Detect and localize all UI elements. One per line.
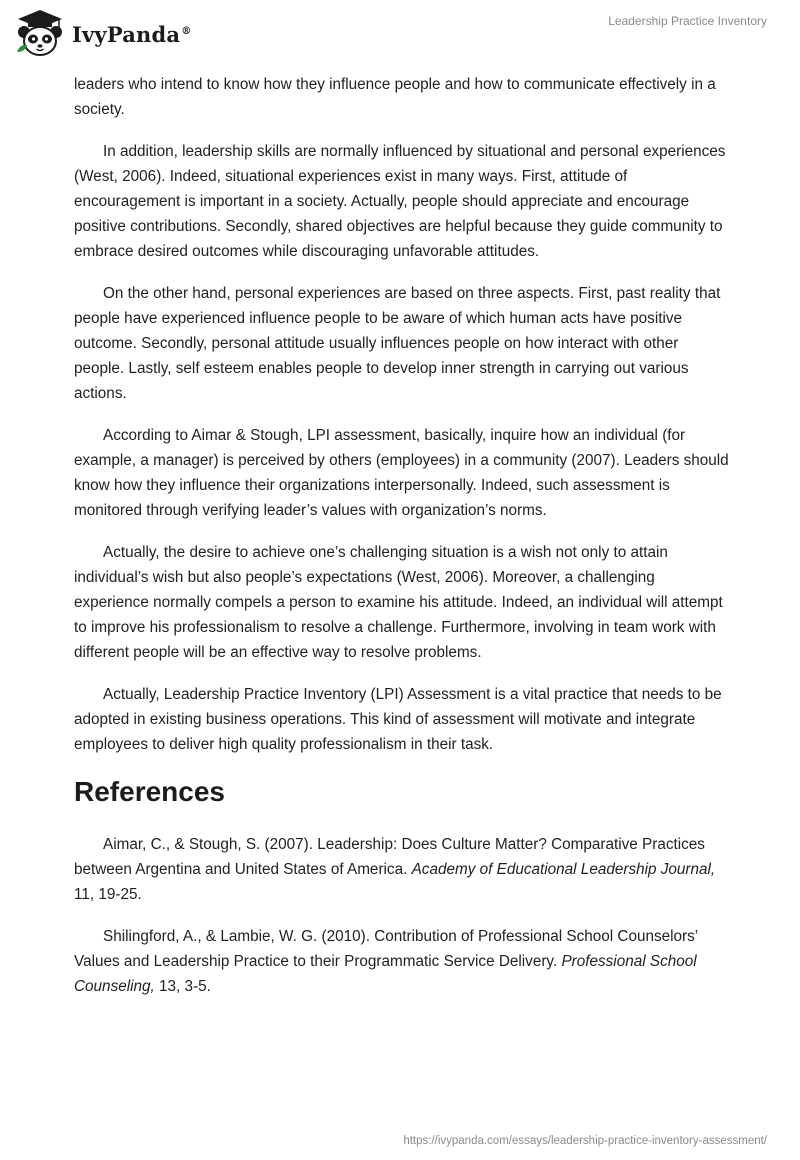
paragraph: In addition, leadership skills are normally influenced by situational and personal experiences (West, 2006). Indeed, situational experiences exist in many ways. First, attitude of encouragement is important in a society. Actually, people should appreciate and encourage positive contributions. Secondly, shared objectives are helpful because they guide community to embrace desired outcomes while discouraging unfavorable attitudes.	[74, 143, 726, 260]
paragraph: On the other hand, personal experiences are based on three aspects. First, past reality that people have experienced influence people to be aware of which human acts have positive outcome. Secondly, personal attitude usually influences people on how interact with other people. Lastly, self esteem enables people to develop inner strength in carrying out various actions.	[74, 285, 721, 402]
document-title: Leadership Practice Inventory	[608, 14, 767, 28]
reference-journal: Professional School Counseling,	[74, 953, 697, 995]
reference-tail: 11, 19-25.	[74, 886, 142, 903]
paragraph: According to Aimar & Stough, LPI assessment, basically, inquire how an individual (for example, a manager) is perceived by others (employees) in a community (2007). Leaders should know how they influence their organizations interpersonally. Indeed, such assessment is monitored through verifying leader’s values with organization’s norms.	[74, 427, 729, 519]
paragraph: Actually, Leadership Practice Inventory (LPI) Assessment is a vital practice that needs to be adopted in existing business operations. This kind of assessment will motivate and integrate employees to deliver high quality professionalism in their task.	[74, 686, 722, 753]
reference-text: Aimar, C., & Stough, S. (2007). Leadership: Does Culture Matter? Comparative Practices between Argentina and United States of America.	[74, 836, 705, 878]
essay-body	[74, 72, 730, 1016]
page-header	[0, 0, 800, 70]
reference-entry	[74, 924, 730, 999]
ivypanda-logo[interactable]	[14, 8, 191, 60]
paragraph: leaders who intend to know how they influence people and how to communicate effectively in a society.	[74, 76, 716, 118]
reference-tail: 13, 3-5.	[154, 978, 211, 995]
references-heading: References	[74, 776, 225, 807]
panda-graduate-icon	[14, 8, 66, 60]
source-url-link[interactable]: https://ivypanda.com/essays/leadership-practice-inventory-assessment/	[403, 1135, 767, 1147]
paragraph: Actually, the desire to achieve one’s challenging situation is a wish not only to attain individual’s wish but also people’s expectations (West, 2006). Moreover, a challenging experience normally compels a person to examine his attitude. Indeed, an individual will attempt to improve his professionalism to resolve a challenge. Furthermore, involving in team work with different people will be an effective way to resolve problems.	[74, 544, 723, 661]
reference-journal: Academy of Educational Leadership Journal,	[411, 861, 716, 878]
reference-entry	[74, 832, 730, 907]
reference-text: Shilingford, A., & Lambie, W. G. (2010). Contribution of Professional School Counselors’ Values and Leadership Practice to their Programmatic Service Delivery.	[74, 928, 698, 970]
brand-name: IvyPanda®	[72, 21, 192, 47]
